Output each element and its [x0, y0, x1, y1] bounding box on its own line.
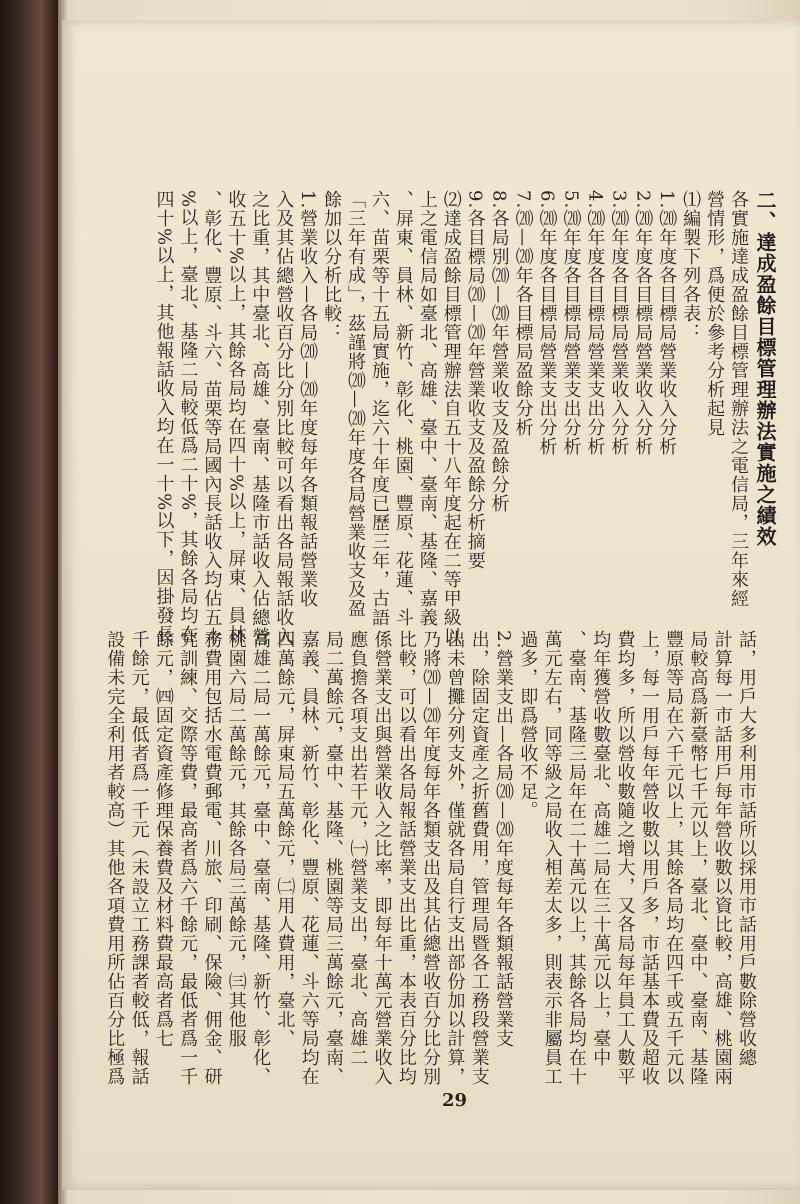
text-column: 計算每一市話用戶每年營收數以資比較，高雄、桃園兩 [711, 630, 733, 1086]
text-column: 5.⒇年度各目標局營業支出分析 [560, 190, 582, 457]
text-column: 之比重，其中臺北、高雄、臺南、基隆市話收入佔總營 [249, 190, 271, 646]
text-column: 話，用戶大多利用市話所以採用市話用戶數除營收總 [736, 630, 757, 1067]
text-column: 「三年有成」，茲謹將⒇—⒇年度各局營業收支及盈 [345, 190, 366, 618]
text-column: 出未曾攤分列支外，僅就各局自行支出部份加以計算， [444, 630, 466, 1086]
text-column: 六、苗栗等十五局實施，迄六十年度已歷三年，古語 [368, 190, 390, 627]
text-column: 營情形，爲便於參考分析起見 [704, 190, 726, 437]
text-column: 7.⒇—⒇年各目標局盈餘分析 [512, 190, 534, 438]
text-column: 四十%以上，其他報話收入均在一十%以下，因掛發長 [153, 190, 175, 645]
text-column: %以上，臺北、基隆二局較低爲二十%，其餘各局均在 [177, 190, 199, 645]
text-column: 務費用包括水電費郵電、川旅、印刷、保險、佣金、研 [201, 630, 223, 1086]
text-column: 桃園六局二萬餘元，其餘各局三萬餘元，㈢其他服 [225, 630, 247, 1048]
text-column: 收五十%以上，其餘各局均在四十%以上，屏東、員林 [225, 190, 247, 645]
lower-text-block [102, 630, 758, 1086]
text-column: 設備未完全利用者較高）其他各項費用所佔百分比極爲 [104, 630, 126, 1086]
text-column: 嘉義、員林、新竹、彰化、豐原、花蓮、斗六等局均在 [298, 630, 320, 1086]
text-column: 上之電信局如臺北、高雄、臺中、臺南、基隆、嘉義 [416, 190, 438, 627]
upper-text-block [152, 190, 750, 646]
text-column: 各實施達成盈餘目標管理辦法之電信局，三年來經 [728, 190, 749, 608]
text-column: 局二萬餘元，臺中、基隆、桃園等局三萬餘元，臺南、 [322, 630, 344, 1086]
book-binding [0, 0, 58, 1204]
text-column: 上，每一用戶每年營收數以用戶多，市話基本費及超收 [638, 630, 660, 1086]
text-column: 四萬餘元，屏東局五萬餘元，㈡用人費用，臺北、 [274, 630, 296, 1048]
text-column: 乃將⒇—⒇年度每年各類支出及其佔總營收百分比分別 [420, 630, 442, 1086]
text-column: 1.⒇年度各目標局營業收入分析 [656, 190, 678, 457]
text-column: 8.各局別⒇—⒇年營業收支及盈餘分析 [488, 190, 510, 514]
text-column: 過多，即爲營收不足。 [517, 630, 539, 820]
text-column: 係營業支出與營業收入之比率，即每年十萬元營業收入 [371, 630, 393, 1086]
text-column: 千餘元，最低者爲一千元（未設立工務課者較低，報話 [128, 630, 150, 1086]
text-column: 費均多，所以營收數隨之增大，又各局每年員工人數平 [614, 630, 636, 1086]
page-number: 29 [442, 1090, 468, 1111]
text-column: 2.⒇年度各目標局營業收入分析 [632, 190, 654, 457]
text-column: 均年獲營收數臺北、高雄二局在三十萬元以上，臺中 [590, 630, 612, 1067]
text-column: 、臺南、基隆三局年在二十萬元以上，其餘各局均在十 [565, 630, 587, 1086]
text-column: 究訓練、交際等費，最高者爲六千餘元，最低者爲一千 [177, 630, 199, 1086]
section-title: 二、達成盈餘目標管理辦法實施之績效 [753, 190, 777, 547]
text-column: 6.⒇年度各目標局營業支出分析 [536, 190, 558, 457]
text-column: 入及其佔總營收百分比分別比較可以看出各局報話收入 [273, 190, 295, 646]
text-column: 餘加以分析比較： [321, 190, 343, 342]
text-column: 萬元左右，同等級之局收入相差太多，則表示非屬員工 [541, 630, 563, 1086]
text-column: 比較，可以看出各局報話營業支出比重，本表百分比均 [395, 630, 417, 1086]
text-column: 高雄二局一萬餘元，臺中、臺南、基隆、新竹、彰化、 [250, 630, 272, 1086]
text-column: 3.⒇年度各目標局營業收入分析 [608, 190, 630, 457]
text-column: 2.營業支出—各局⒇—⒇年度每年各類報話營業支 [493, 630, 515, 1049]
text-column: ⑵達成盈餘目標管理辦法自五十八年度起在二等甲級以 [440, 190, 462, 646]
text-column: ⑴編製下列各表： [680, 190, 702, 342]
text-column: 局較高爲新臺幣七千元以上，臺北、臺中、臺南、基隆 [687, 630, 709, 1086]
page-sheet [62, 20, 800, 1190]
text-column: 出，除固定資產之折舊費用，管理局暨各工務段營業支 [468, 630, 490, 1086]
text-column: 餘元，㈣固定資產修理保養費及材料費最高者爲七 [152, 630, 174, 1048]
text-column: 、彰化、豐原、斗六、苗栗等局國內長話收入均佔五十 [201, 190, 223, 646]
text-column: 、屏東、員林、新竹、彰化、桃園、豐原、花蓮、斗 [392, 190, 414, 627]
text-column: 1.營業收入—各局⒇—⒇年度每年各類報話營業收 [297, 190, 319, 609]
text-column: 9.各目標局⒇—⒇年營業收支及盈餘分析摘要 [464, 190, 486, 571]
text-column: 4.⒇年度各目標局營業支出分析 [584, 190, 606, 457]
text-column: 應負擔各項支出若干元，㈠營業支出，臺北、高雄二 [347, 630, 369, 1067]
text-column: 豐原等局在六千元以上，其餘各局均在四千或五千元以 [663, 630, 685, 1086]
